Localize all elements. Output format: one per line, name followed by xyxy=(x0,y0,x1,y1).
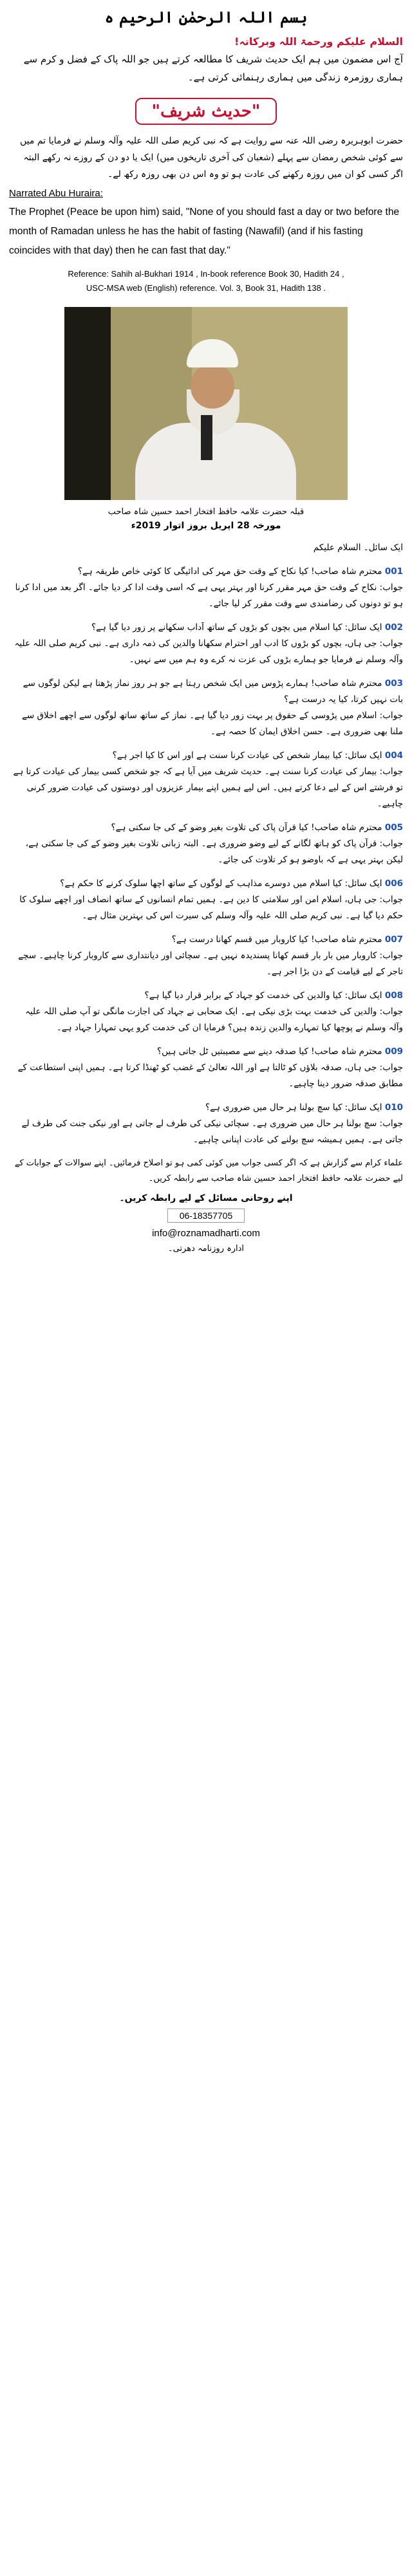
qa-item: 007 محترم شاہ صاحب! کیا کاروبار میں قسم کھانا درست ہے؟ جواب: کاروبار میں بار بار قسم کھانا پسندیدہ نہیں ہے۔ سچائی اور دیانتداری سے کاروبار کرنا چاہیے۔ سچے تاجر کے لیے قیامت کے دن بڑا اجر ہے۔ xyxy=(9,932,403,980)
answer-text: جواب: نکاح کے وقت حق مہر مقرر کرنا اور بہتر یہی ہے کہ اسی وقت ادا کر دیا جائے۔ اگر بعد میں ادا کرنا ہو تو دونوں کی رضامندی سے وقت مقرر کر لیا جائے۔ xyxy=(15,582,403,609)
question-text: محترم شاہ صاحب! کیا صدقہ دینے سے مصیبتیں ٹل جاتی ہیں؟ xyxy=(156,1046,382,1057)
phone-box xyxy=(9,1209,403,1223)
qa-item: 003 محترم شاہ صاحب! ہمارے پڑوس میں ایک شخص رہتا ہے جو ہر روز نماز پڑھتا ہے لیکن لوگوں سے بات نہیں کرتا، کیا یہ درست ہے؟ جواب: اسلام میں پڑوسی کے حقوق پر بہت زور دیا گیا ہے۔ نماز کے ساتھ ساتھ لوگوں سے اچھے اخلاق سے ملنا بھی ضروری ہے۔ حسن اخلاق ایمان کا حصہ ہے۔ xyxy=(9,676,403,740)
email-link[interactable]: info@roznamadharti.com xyxy=(152,1228,260,1239)
question-text: محترم شاہ صاحب! ہمارے پڑوس میں ایک شخص رہتا ہے جو ہر روز نماز پڑھتا ہے لیکن لوگوں سے بات نہیں کرتا، کیا یہ درست ہے؟ xyxy=(23,678,403,705)
phone-number[interactable]: 06-18357705 xyxy=(167,1209,245,1223)
qa-item: 009 محترم شاہ صاحب! کیا صدقہ دینے سے مصیبتیں ٹل جاتی ہیں؟ جواب: جی ہاں، صدقہ بلاؤں کو ٹالتا ہے اور اللہ تعالیٰ کے غضب کو ٹھنڈا کرتا ہے۔ ہمیں اپنی استطاعت کے مطابق صدقہ ضرور دینا چاہیے۔ xyxy=(9,1044,403,1092)
answer-text: جواب: کاروبار میں بار بار قسم کھانا پسندیدہ نہیں ہے۔ سچائی اور دیانتداری سے کاروبار کرنا چاہیے۔ سچے تاجر کے لیے قیامت کے دن بڑا اجر ہے۔ xyxy=(18,950,403,977)
answer-text: جواب: اسلام میں پڑوسی کے حقوق پر بہت زور دیا گیا ہے۔ نماز کے ساتھ ساتھ لوگوں سے اچھے اخلاق سے ملنا بھی ضروری ہے۔ حسن اخلاق ایمان کا حصہ ہے۔ xyxy=(21,710,403,737)
signoff-paragraph: علماء کرام سے گزارش ہے کہ اگر کسی جواب میں کوئی کمی ہو تو اصلاح فرمائیں۔ اپنے سوالات کے جوابات کے لیے حضرت علامہ حافظ افتخار احمد حسین شاہ صاحب سے رابطہ کریں۔ xyxy=(14,1158,403,1183)
qa-item: 010 ایک سائل: کیا سچ بولنا ہر حال میں ضروری ہے؟ جواب: سچ بولنا ہر حال میں ضروری ہے۔ سچائی نیکی کی طرف لے جاتی ہے اور نیکی جنت کی طرف لے جاتی ہے۔ ہمیں ہمیشہ سچ بولنے کی عادت اپنانی چاہیے۔ xyxy=(9,1100,403,1148)
photo-container xyxy=(9,307,403,500)
hadith-heading: "حدیث شریف" xyxy=(135,98,277,125)
intro-paragraph: آج اس مضمون میں ہم ایک حدیث شریف کا مطالعہ کرتے ہیں جو اللہ پاک کے فضل و کرم سے ہماری روزمرہ زندگی میں ہماری رہنمائی کرتی ہے۔ xyxy=(23,53,403,83)
greeting-line: ایک سائل۔ السلام علیکم xyxy=(313,542,403,553)
question-text: ایک سائل: کیا اسلام میں بچوں کو بڑوں کے ساتھ آداب سکھانے پر زور دیا گیا ہے؟ xyxy=(91,622,382,633)
question-text: محترم شاہ صاحب! کیا قرآن پاک کی تلاوت بغیر وضو کے کی جا سکتی ہے؟ xyxy=(111,822,382,833)
article-date: مورخہ 28 اپریل بروز اتوار 2019ء xyxy=(131,521,281,531)
qa-item: 008 ایک سائل: کیا والدین کی خدمت کو جہاد کے برابر قرار دیا گیا ہے؟ جواب: والدین کی خدمت بہت بڑی نیکی ہے۔ ایک صحابی نے جہاد کی اجازت مانگی تو آپ صلی اللہ علیہ وآلہ وسلم نے پوچھا کیا تمہارے والدین زندہ ہیں؟ فرمایا ان کی خدمت کرو یہی تمہارا جہاد ہے۔ xyxy=(9,988,403,1036)
answer-text: جواب: جی ہاں، اسلام امن اور سلامتی کا دین ہے۔ ہمیں تمام انسانوں کے ساتھ انصاف اور اچھے سلوک کا حکم دیا گیا ہے۔ نبی کریم صلی اللہ علیہ وآلہ وسلم کی سیرت اس کی بہترین مثال ہے۔ xyxy=(19,894,403,921)
bismillah-title: بسم اللہ الرحمٰن الرحیم ہ xyxy=(104,8,308,26)
question-text: ایک سائل: کیا سچ بولنا ہر حال میں ضروری ہے؟ xyxy=(205,1102,382,1113)
qa-item: 001 محترم شاہ صاحب! کیا نکاح کے وقت حق مہر کی ادائیگی کا کوئی خاص طریقہ ہے؟ جواب: نکاح کے وقت حق مہر مقرر کرنا اور بہتر یہی ہے کہ اسی وقت ادا کر دیا جائے۔ اگر بعد میں ادا کرنا ہو تو دونوں کی رضامندی سے وقت مقرر کر لیا جائے۔ xyxy=(9,564,403,612)
answer-text: جواب: قرآن پاک کو ہاتھ لگانے کے لیے وضو ضروری ہے۔ البتہ زبانی تلاوت بغیر وضو کے کی جا سکتی ہے، لیکن بہتر یہی ہے کہ باوضو ہو کر تلاوت کی جائے۔ xyxy=(25,839,403,865)
answer-text: جواب: جی ہاں، صدقہ بلاؤں کو ٹالتا ہے اور اللہ تعالیٰ کے غضب کو ٹھنڈا کرتا ہے۔ ہمیں اپنی استطاعت کے مطابق صدقہ ضرور دینا چاہیے۔ xyxy=(17,1062,403,1089)
reference-line-2: USC-MSA web (English) reference. Vol. 3, Book 31, Hadith 138 . xyxy=(86,283,326,293)
qa-item: 006 ایک سائل: کیا اسلام میں دوسرے مذاہب کے لوگوں کے ساتھ اچھا سلوک کرنے کا حکم ہے؟ جواب: جی ہاں، اسلام امن اور سلامتی کا دین ہے۔ ہمیں تمام انسانوں کے ساتھ انصاف اور اچھے سلوک کا حکم دیا گیا ہے۔ نبی کریم صلی اللہ علیہ وآلہ وسلم کی سیرت اس کی بہترین مثال ہے۔ xyxy=(9,876,403,924)
salam-greeting: السلام علیکم ورحمۃ اللہ وبرکاتہ! xyxy=(234,35,403,48)
question-text: ایک سائل: کیا اسلام میں دوسرے مذاہب کے لوگوں کے ساتھ اچھا سلوک کرنے کا حکم ہے؟ xyxy=(60,878,382,889)
qa-item: 005 محترم شاہ صاحب! کیا قرآن پاک کی تلاوت بغیر وضو کے کی جا سکتی ہے؟ جواب: قرآن پاک کو ہاتھ لگانے کے لیے وضو ضروری ہے۔ البتہ زبانی تلاوت بغیر وضو کے کی جا سکتی ہے، لیکن بہتر یہی ہے کہ باوضو ہو کر تلاوت کی جائے۔ xyxy=(9,820,403,868)
hadith-heading-box xyxy=(9,98,403,125)
question-text: محترم شاہ صاحب! کیا نکاح کے وقت حق مہر کی ادائیگی کا کوئی خاص طریقہ ہے؟ xyxy=(77,566,382,577)
qa-list xyxy=(9,564,403,1148)
scholar-photo xyxy=(64,307,348,500)
answer-text: جواب: بیمار کی عیادت کرنا سنت ہے۔ حدیث شریف میں آیا ہے کہ جو شخص کسی بیمار کی عیادت کرتا ہے تو فرشتے اس کے لیے دعا کرتے ہیں۔ اس لیے ہمیں اپنے بیمار عزیزوں اور دوستوں کی عیادت ضرور کرنی چاہیے۔ xyxy=(13,766,403,809)
answer-text: جواب: سچ بولنا ہر حال میں ضروری ہے۔ سچائی نیکی کی طرف لے جاتی ہے اور نیکی جنت کی طرف لے جاتی ہے۔ ہمیں ہمیشہ سچ بولنے کی عادت اپنانی چاہیے۔ xyxy=(21,1118,403,1145)
answer-text: جواب: جی ہاں، بچوں کو بڑوں کا ادب اور احترام سکھانا والدین کی ذمہ داری ہے۔ نبی کریم صلی اللہ علیہ وآلہ وسلم نے فرمایا جو ہمارے بڑوں کی عزت نہ کرے وہ ہم میں سے نہیں۔ xyxy=(14,638,403,665)
question-text: محترم شاہ صاحب! کیا کاروبار میں قسم کھانا درست ہے؟ xyxy=(171,934,382,945)
hadith-urdu: حضرت ابوہریرہ رضی اللہ عنہ سے روایت ہے کہ نبی کریم صلی اللہ علیہ وآلہ وسلم نے فرمایا تم میں سے کوئی شخص رمضان سے پہلے (شعبان کی آخری تاریخوں میں) ایک یا دو دن کے روزے نہ رکھے البتہ اگر کسی کو ان میں روزہ رکھنے کی عادت ہو تو وہ اس دن بھی روزہ رکھ لے۔ xyxy=(20,136,403,180)
contact-label: اپنے روحانی مسائل کے لیے رابطہ کریں۔ xyxy=(119,1193,293,1203)
reference-line-1: Reference: Sahih al-Bukhari 1914 , In-book reference Book 30, Hadith 24 , xyxy=(68,269,344,279)
answer-text: جواب: والدین کی خدمت بہت بڑی نیکی ہے۔ ایک صحابی نے جہاد کی اجازت مانگی تو آپ صلی اللہ علیہ وآلہ وسلم نے پوچھا کیا تمہارے والدین زندہ ہیں؟ فرمایا ان کی خدمت کرو یہی تمہارا جہاد ہے۔ xyxy=(25,1006,403,1033)
hadith-narrator: Narrated Abu Huraira: xyxy=(9,188,103,199)
qa-item: 002 ایک سائل: کیا اسلام میں بچوں کو بڑوں کے ساتھ آداب سکھانے پر زور دیا گیا ہے؟ جواب: جی ہاں، بچوں کو بڑوں کا ادب اور احترام سکھانا والدین کی ذمہ داری ہے۔ نبی کریم صلی اللہ علیہ وآلہ وسلم نے فرمایا جو ہمارے بڑوں کی عزت نہ کرے وہ ہم میں سے نہیں۔ xyxy=(9,620,403,668)
qa-item: 004 ایک سائل: کیا بیمار شخص کی عیادت کرنا سنت ہے اور اس کا کیا اجر ہے؟ جواب: بیمار کی عیادت کرنا سنت ہے۔ حدیث شریف میں آیا ہے کہ جو شخص کسی بیمار کی عیادت کرتا ہے تو فرشتے اس کے لیے دعا کرتے ہیں۔ اس لیے ہمیں اپنے بیمار عزیزوں اور دوستوں کی عیادت ضرور کرنی چاہیے۔ xyxy=(9,748,403,812)
microphone-icon xyxy=(201,415,212,460)
hadith-english: The Prophet (Peace be upon him) said, "None of you should fast a day or two before the month of Ramadan unless he has the habit of fasting (Nawafil) (and if his fasting coincides with that day) then he can fast that day." xyxy=(9,207,400,256)
question-text: ایک سائل: کیا والدین کی خدمت کو جہاد کے برابر قرار دیا گیا ہے؟ xyxy=(144,990,382,1001)
footer-credit: ادارہ روزنامہ دھرتی۔ xyxy=(167,1244,245,1254)
hadith-reference xyxy=(9,267,403,295)
question-text: ایک سائل: کیا بیمار شخص کی عیادت کرنا سنت ہے اور اس کا کیا اجر ہے؟ xyxy=(112,750,382,761)
photo-caption: قبلہ حضرت علامہ حافظ افتخار احمد حسین شاہ صاحب xyxy=(108,507,304,517)
article-page xyxy=(0,8,412,2576)
